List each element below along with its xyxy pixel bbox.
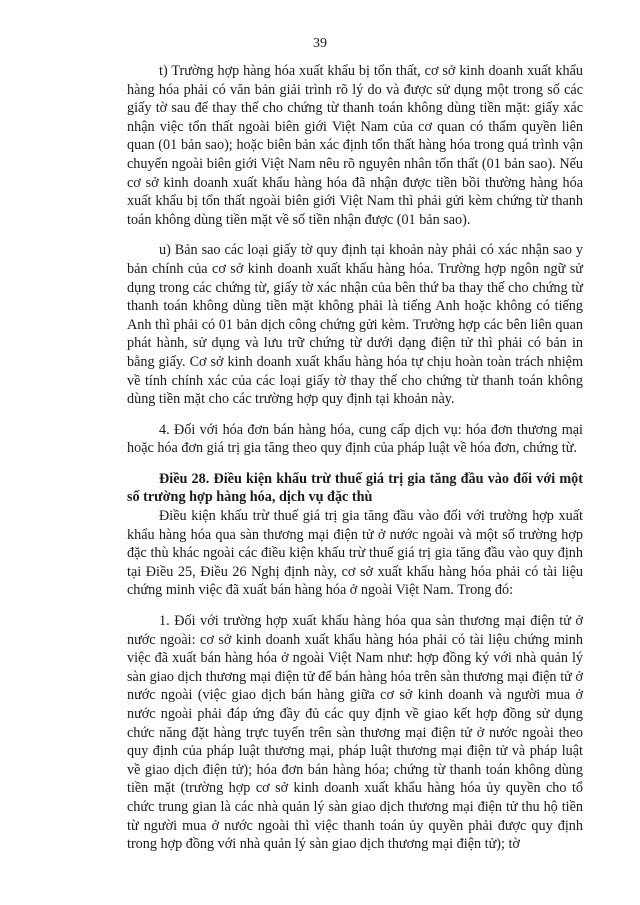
spacer (127, 233, 583, 241)
article-28-title: Điều 28. Điều kiện khấu trừ thuế giá trị gia tăng đầu vào đối với một số trường hợp hàng hóa, dịch vụ đặc thù (127, 470, 583, 506)
spacer (127, 604, 583, 612)
article-28-item-1: 1. Đối với trường hợp xuất khẩu hàng hóa qua sàn thương mại điện tử ở nước ngoài: cơ sở kinh doanh xuất khẩu hàng hóa phải có tài liệu chứng minh việc đã xuất bán hàng hóa ở ngoài Việt Nam như: hợp đồng ký với nhà quản lý sàn giao dịch thương mại điện tử để bán hàng hóa trên sàn thương mại điện tử ở nước ngoài (việc giao dịch bán hàng giữa cơ sở kinh doanh và người mua ở nước ngoài phải đáp ứng đầy đủ các quy định về giao kết hợp đồng sử dụng chức năng đặt hàng trực tuyến trên sàn thương mại điện tử ở nước ngoài theo quy định của pháp luật thương mại, pháp luật thương mại điện tử và pháp luật về giao dịch điện tử); hóa đơn bán hàng hóa; chứng từ thanh toán không dùng tiền mặt (trường hợp cơ sở kinh doanh xuất khẩu hàng hóa ủy quyền cho tổ chức trung gian là các nhà quản lý sàn giao dịch thương mại điện tử thu hộ tiền từ người mua ở nước ngoài thì việc thanh toán ủy quyền phải được quy định trong hợp đồng với nhà quản lý sàn giao dịch thương mại điện tử); tờ (127, 613, 583, 853)
paragraph-t: t) Trường hợp hàng hóa xuất khẩu bị tổn thất, cơ sở kinh doanh xuất khẩu hàng hóa phải có văn bản giải trình rõ lý do và được sử dụng một trong số các giấy tờ sau để thay thế cho chứng từ thanh toán không dùng tiền mặt: giấy xác nhận việc tổn thất ngoài biên giới Việt Nam của cơ quan có thẩm quyền liên quan (01 bản sao); hoặc biên bản xác định tổn thất hàng hóa trong quá trình vận chuyển ngoài biên giới Việt Nam nêu rõ nguyên nhân tổn thất (01 bản sao). Nếu cơ sở kinh doanh xuất khẩu hàng hóa đã nhận được tiền bồi thường hàng hóa xuất khẩu bị tổn thất ngoài biên giới Việt Nam thì phải gửi kèm chứng từ thanh toán không dùng tiền mặt về số tiền nhận được (01 bản sao). (127, 63, 583, 228)
paragraph-u: u) Bản sao các loại giấy tờ quy định tại khoản này phải có xác nhận sao y bản chính của cơ sở kinh doanh xuất khẩu hàng hóa. Trường hợp ngôn ngữ sử dụng trong các chứng từ, giấy tờ xác nhận của bên thứ ba thay thế cho chứng từ thanh toán không dùng tiền mặt không phải là tiếng Anh hoặc không có tiếng Anh thì phải có 01 bản dịch công chứng gửi kèm. Trường hợp các bên liên quan phát hành, sử dụng và lưu trữ chứng từ dưới dạng điện tử thì phải có bản in bằng giấy. Cơ sở kinh doanh xuất khẩu hàng hóa tự chịu hoàn toàn trách nhiệm về tính chính xác của các loại giấy tờ thay thế cho chứng từ thanh toán không dùng tiền mặt cho các trường hợp quy định tại khoản này. (127, 242, 583, 408)
spacer (127, 413, 583, 421)
article-28-intro: Điều kiện khấu trừ thuế giá trị gia tăng đầu vào đối với trường hợp xuất khẩu hàng hóa qua sàn thương mại điện tử ở nước ngoài và một số trường hợp đặc thù khác ngoài các điều kiện khấu trừ thuế giá trị gia tăng đầu vào quy định tại Điều 25, Điều 26 Nghị định này, cơ sở xuất khẩu hàng hóa phải có tài liệu chứng minh việc đã xuất bán hàng hóa ở ngoài Việt Nam. Trong đó: (127, 508, 583, 599)
document-body (127, 62, 583, 858)
page-number: 39 (313, 36, 327, 51)
paragraph-item-4: 4. Đối với hóa đơn bán hàng hóa, cung cấp dịch vụ: hóa đơn thương mại hoặc hóa đơn giá trị gia tăng theo quy định của pháp luật về hóa đơn, chứng từ. (127, 421, 583, 457)
spacer (127, 462, 583, 470)
